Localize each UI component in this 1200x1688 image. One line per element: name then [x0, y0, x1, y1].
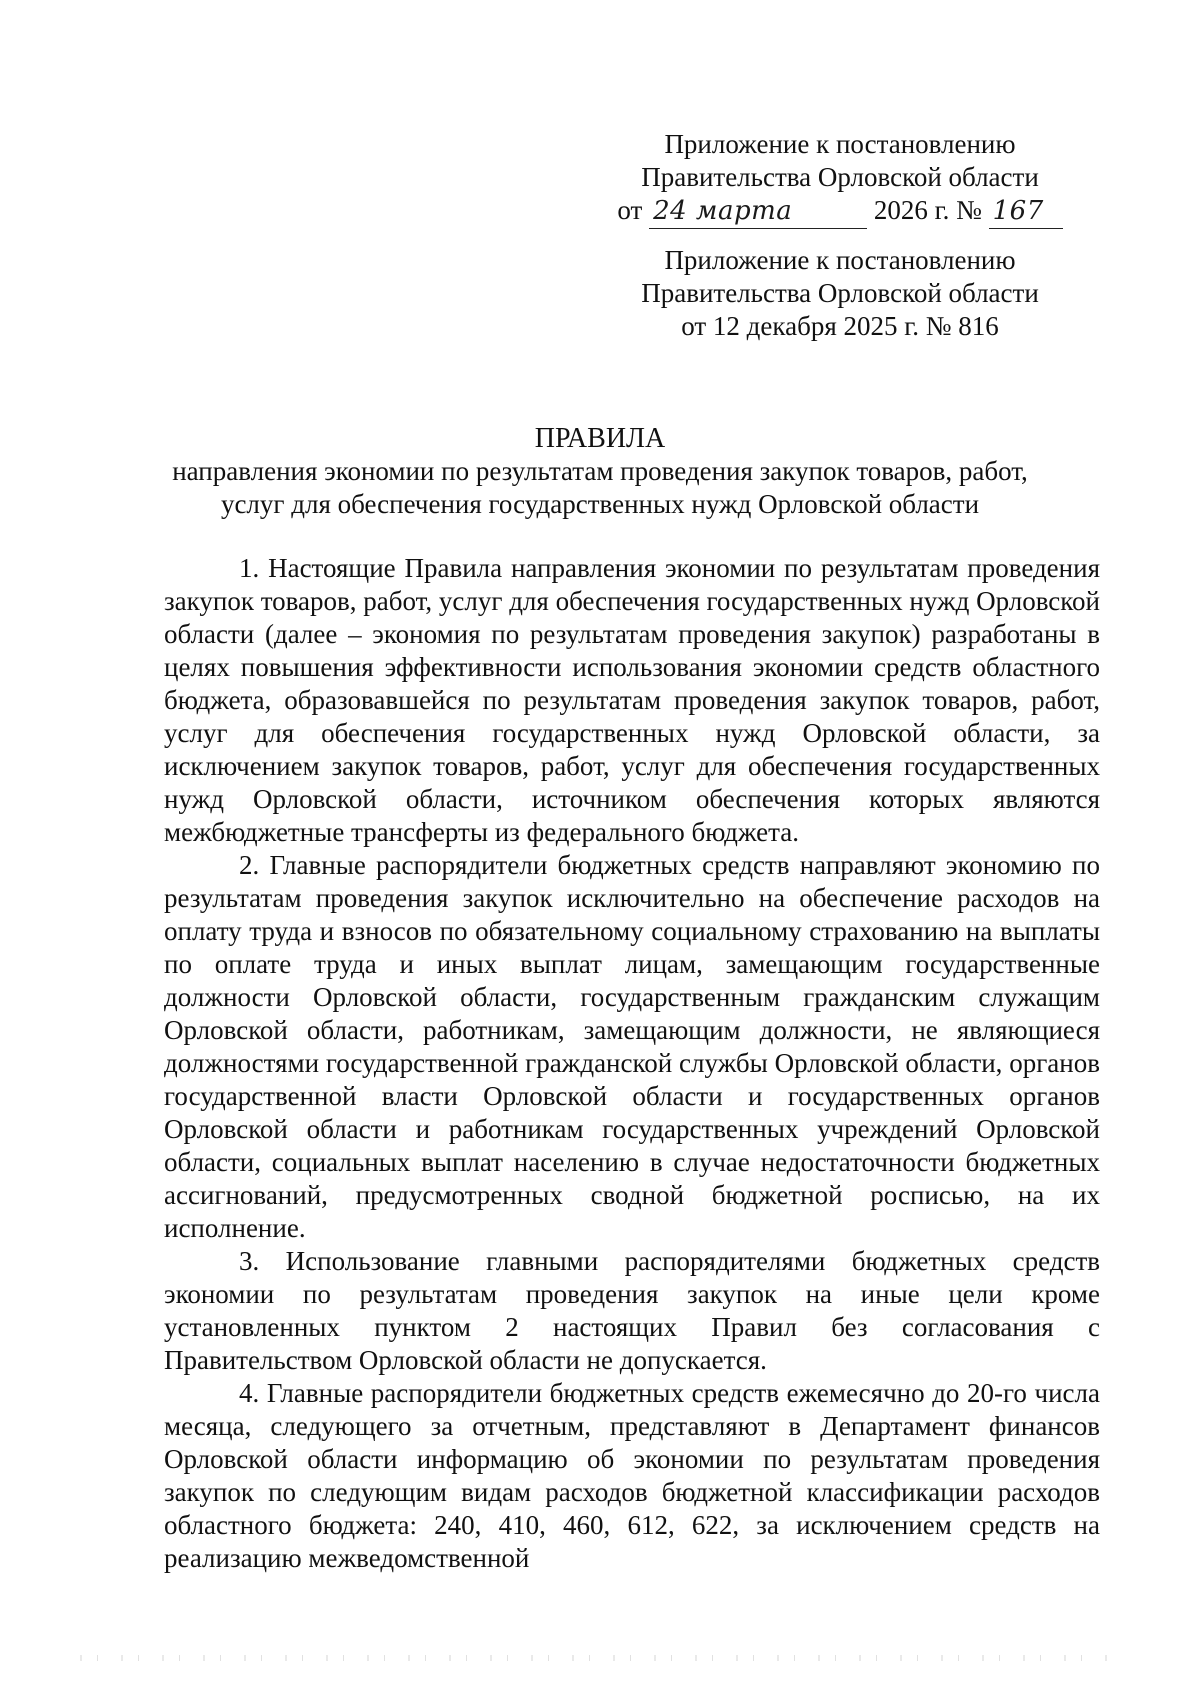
- handwritten-date: 24 марта: [649, 195, 867, 229]
- appendix-header-old: [600, 244, 1080, 343]
- paragraph: 1. Настоящие Правила направления экономии по результатам проведения закупок товаров, работ, услуг для обеспечения государственных нужд Орловской области (далее – экономия по результатам проведения закупок) разработаны в целях повышения эффективности использования экономии средств областного бюджета, образовавшейся по результатам проведения закупок товаров, работ, услуг для обеспечения государственных нужд Орловской области, за исключением закупок товаров, работ, услуг для обеспечения государственных нужд Орловской области, источником обеспечения которых являются межбюджетные трансферты из федерального бюджета.: [164, 553, 1100, 847]
- appendix-line: Правительства Орловской области: [641, 278, 1039, 308]
- document-body: [164, 552, 1100, 1575]
- appendix-line: от 12 декабря 2025 г. № 816: [681, 311, 999, 341]
- appendix-line: Приложение к постановлению: [664, 129, 1016, 159]
- document-subtitle: направления экономии по результатам проведения закупок товаров, работ, услуг для обеспечения государственных нужд Орловской области: [172, 456, 1028, 519]
- paragraph: 2. Главные распорядители бюджетных средств направляют экономию по результатам проведения закупок исключительно на обеспечение расходов на оплату труда и взносов по обязательному социальному страхованию на выплаты по оплате труда и иных выплат лицам, замещающим государственные должности Орловской области, государственным гражданским служащим Орловской области, работникам, замещающим должности, не являющиеся должностями государственной гражданской службы Орловской области, органов государственной власти Орловской области и государственных органов Орловской области и работникам государственных учреждений Орловской области, социальных выплат населению в случае недостаточности бюджетных ассигнований, предусмотренных сводной бюджетной росписью, на их исполнение.: [164, 850, 1100, 1243]
- document-title: ПРАВИЛА: [534, 423, 666, 454]
- scan-artifact: [80, 1655, 1120, 1661]
- handwritten-number: 167: [989, 195, 1063, 229]
- appendix-line: Приложение к постановлению: [664, 245, 1016, 275]
- date-prefix: от: [617, 195, 643, 225]
- paragraph: 4. Главные распорядители бюджетных средств ежемесячно до 20-го числа месяца, следующего за отчетным, представляют в Департамент финансов Орловской области информацию об экономии по результатам проведения закупок по следующим видам расходов бюджетной классификации расходов областного бюджета: 240, 410, 460, 612, 622, за исключением средств на реализацию межведомственной: [164, 1378, 1100, 1573]
- paragraph: 3. Использование главными распорядителями бюджетных средств экономии по результатам проведения закупок на иные цели кроме установленных пунктом 2 настоящих Правил без согласования с Правительством Орловской области не допускается.: [164, 1246, 1100, 1375]
- appendix-header-new: [600, 128, 1080, 229]
- appendix-line: Правительства Орловской области: [641, 162, 1039, 192]
- appendix-date-line: [600, 194, 1080, 229]
- year-number-label: 2026 г. №: [873, 195, 982, 225]
